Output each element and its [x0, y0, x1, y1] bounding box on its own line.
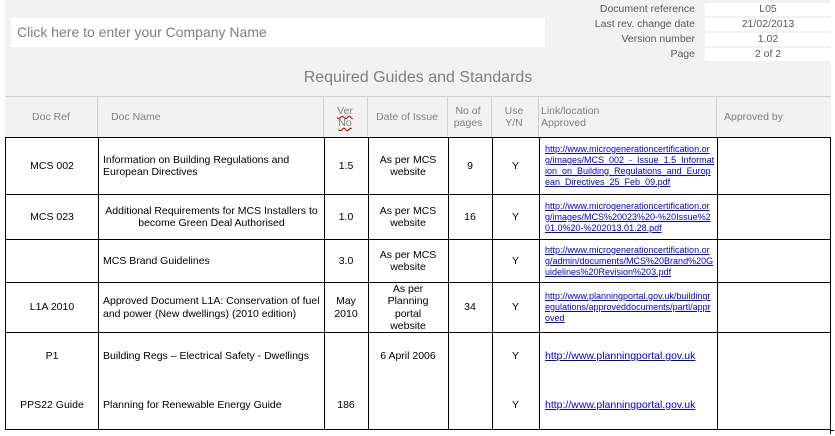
meta-label-version: Version number: [621, 33, 695, 45]
meta-value-last-rev: 21/02/2013: [705, 18, 831, 31]
cell-approved-by: [717, 240, 830, 282]
cell-link: [539, 333, 717, 380]
table-row: [6, 195, 832, 239]
meta-value-version: 1.02: [705, 33, 831, 46]
cell-use: Y: [511, 350, 519, 363]
cell-no-of-pages: 9: [467, 159, 473, 172]
col-divider: [538, 97, 539, 137]
cell-date-of-issue: As per Planning portal website: [387, 282, 429, 332]
col-header-doc-ref: Doc Ref: [32, 111, 70, 123]
table-row: [6, 381, 832, 429]
cell-approved-by: [717, 138, 830, 194]
cell-no-of-pages: 16: [464, 210, 476, 223]
cell-link: [539, 381, 717, 429]
cell-doc-ref: PPS22 Guide: [20, 398, 84, 411]
cell-ver-no: 186: [337, 398, 355, 411]
cell-doc-ref: MCS 023: [30, 210, 74, 223]
cell-ver-no: 1.0: [338, 210, 354, 223]
col-divider: [97, 97, 98, 137]
cell-approved-by: [717, 283, 830, 332]
cell-doc-name: MCS Brand Guidelines: [103, 254, 210, 267]
cell-no-of-pages: [448, 240, 492, 282]
col-header-link: Link/location Approved: [541, 105, 600, 129]
cell-date-of-issue: As per MCS website: [379, 248, 437, 273]
meta-label-doc-ref: Document reference: [599, 3, 695, 15]
col-header-date-of-issue: Date of Issue: [376, 111, 438, 123]
cell-doc-name: Approved Document L1A: Conservation of fuel and power (New dwellings) (2010 edition): [103, 295, 320, 320]
cell-doc-name: Building Regs – Electrical Safety - Dwellings: [103, 350, 310, 363]
cell-approved-by: [717, 195, 830, 239]
col-divider: [717, 138, 718, 429]
guides-table: [5, 137, 831, 430]
col-header-no-of-pages: No of pages: [453, 105, 483, 129]
cell-ver-no: [324, 333, 368, 380]
col-divider: [448, 138, 449, 429]
meta-value-doc-ref: L05: [705, 3, 831, 16]
col-divider: [368, 138, 369, 429]
page-corner-mark: [830, 430, 834, 434]
cell-link: [539, 195, 717, 239]
cell-doc-name: Planning for Renewable Energy Guide: [103, 398, 282, 411]
meta-label-page: Page: [670, 48, 695, 60]
document-link[interactable]: http://www.planningportal.gov.uk: [545, 350, 696, 363]
col-divider: [367, 97, 368, 137]
meta-value-page: 2 of 2: [705, 48, 831, 61]
table-row: [6, 240, 832, 282]
cell-ver-no: 3.0: [338, 254, 354, 267]
document-header: [5, 0, 831, 96]
cell-approved-by: [717, 333, 830, 380]
col-divider: [716, 97, 717, 137]
cell-link: [539, 240, 717, 282]
cell-no-of-pages: 34: [464, 301, 476, 314]
cell-ver-no: 1.5: [338, 159, 354, 172]
cell-link: [539, 138, 717, 194]
col-header-use: Use Y/N: [504, 105, 524, 129]
document-link[interactable]: http://www.microgenerationcertification.org/images/MCS_002_-_Issue_1.5_Information_on_Building_Regulations_and_European_Directives_25_Feb_09.pdf: [545, 144, 715, 187]
cell-use: Y: [511, 210, 519, 223]
page-title: Required Guides and Standards: [303, 69, 533, 86]
document-link[interactable]: http://www.microgenerationcertification.org/images/MCS%20023%20-%20Issue%201.0%20-%202013.01.28.pdf: [545, 200, 711, 233]
cell-no-of-pages: [448, 381, 492, 429]
document-link[interactable]: http://www.planningportal.gov.uk: [545, 398, 696, 411]
company-name-field[interactable]: Click here to enter your Company Name: [11, 18, 545, 47]
cell-use: Y: [511, 159, 519, 172]
cell-doc-name: Additional Requirements for MCS Installers to become Green Deal Authorised: [105, 204, 318, 229]
col-header-doc-name: Doc Name: [111, 111, 161, 123]
col-header-approved-by: Approved by: [724, 111, 783, 123]
cell-date-of-issue: As per MCS website: [379, 153, 437, 178]
col-divider: [539, 138, 540, 429]
col-divider: [323, 97, 324, 137]
col-divider: [492, 138, 493, 429]
table-row: [6, 333, 832, 380]
cell-use: Y: [511, 254, 519, 267]
meta-label-last-rev: Last rev. change date: [594, 18, 695, 30]
cell-date-of-issue: [368, 381, 448, 429]
table-header: [5, 96, 831, 137]
cell-date-of-issue: As per MCS website: [379, 204, 437, 229]
col-divider: [491, 97, 492, 137]
col-header-ver-no: Ver No: [337, 105, 353, 129]
table-row: [6, 283, 832, 332]
col-divider: [324, 138, 325, 429]
col-divider: [447, 97, 448, 137]
cell-use: Y: [511, 398, 519, 411]
cell-doc-name: Information on Building Regulations and European Directives: [103, 153, 290, 178]
cell-date-of-issue: 6 April 2006: [380, 350, 436, 363]
cell-link: [539, 283, 717, 332]
cell-use: Y: [511, 301, 519, 314]
cell-approved-by: [717, 381, 830, 429]
cell-no-of-pages: [448, 333, 492, 380]
table-row: [6, 138, 832, 194]
document-link[interactable]: http://www.microgenerationcertification.org/admin/documents/MCS%20Brand%20Guidelines%20Revision%203.pdf: [545, 244, 714, 277]
cell-ver-no: May 2010: [334, 295, 358, 320]
cell-doc-ref: MCS 002: [30, 159, 74, 172]
cell-doc-ref: L1A 2010: [29, 301, 75, 314]
document-link[interactable]: http://www.planningportal.gov.uk/buildingregulations/approveddocuments/partl/approved: [545, 291, 711, 323]
cell-doc-ref: [6, 240, 98, 282]
cell-doc-ref: P1: [45, 350, 59, 363]
col-divider: [98, 138, 99, 429]
